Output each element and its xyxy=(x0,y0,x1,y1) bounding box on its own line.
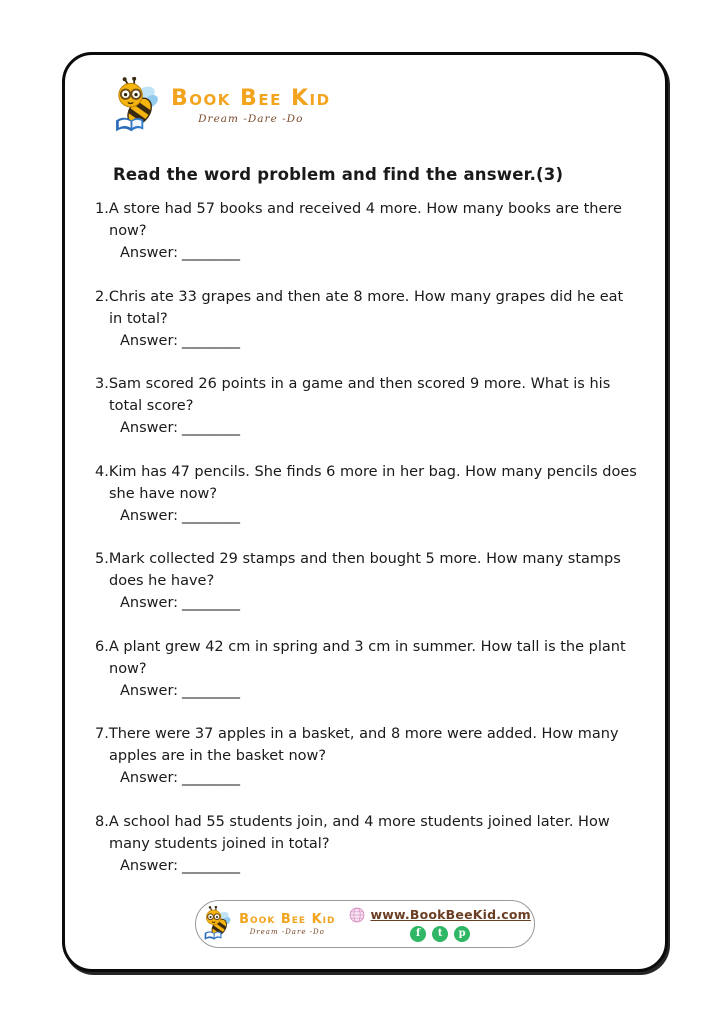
answer-label: Answer: xyxy=(120,770,179,786)
problem-text-line1: 7.There were 37 apples in a basket, and 8 more were added. How many xyxy=(95,726,619,742)
answer-blank: ________ xyxy=(182,420,241,436)
answer-label: Answer: xyxy=(120,420,179,436)
problem-item xyxy=(95,811,665,877)
problem-text-line2: many students joined in total? xyxy=(109,835,330,852)
problem-text-line2: total score? xyxy=(109,398,194,414)
answer-row xyxy=(120,767,665,789)
social-icons xyxy=(410,926,470,942)
problem-item xyxy=(95,461,665,527)
answer-blank: ________ xyxy=(182,332,241,349)
problem-text-line1: 6.A plant grew 42 cm in spring and 3 cm in summer. How tall is the plant xyxy=(95,638,626,655)
brand-name: Book Bee Kid xyxy=(171,86,331,111)
globe-www-icon xyxy=(349,907,365,923)
answer-row xyxy=(120,592,665,614)
problem-item xyxy=(95,723,665,789)
problem-text-line1: 2.Chris ate 33 grapes and then ate 8 more. How many grapes did he eat xyxy=(95,288,624,305)
problem-text-line1: 5.Mark collected 29 stamps and then bought 5 more. How many stamps xyxy=(95,551,621,567)
problem-text-line2: does he have? xyxy=(109,573,215,589)
answer-label: Answer: xyxy=(120,857,179,874)
problem-item xyxy=(95,286,665,352)
footer-card xyxy=(195,900,535,948)
website-link[interactable]: www.BookBeeKid.com xyxy=(370,907,531,922)
problem-text-line2: in total? xyxy=(109,310,168,327)
answer-row xyxy=(120,242,665,264)
answer-blank: ________ xyxy=(182,857,241,874)
answer-row xyxy=(120,330,665,352)
answer-row xyxy=(120,680,665,702)
problem-text-line1: 1.A store had 57 books and received 4 more. How many books are there xyxy=(95,201,622,217)
problem-text-line2: she have now? xyxy=(109,485,218,502)
answer-row xyxy=(120,417,665,439)
problem-text-line1: 3.Sam scored 26 points in a game and then scored 9 more. What is his xyxy=(95,376,611,392)
answer-blank: ________ xyxy=(182,682,241,699)
problem-text-line1: 4.Kim has 47 pencils. She finds 6 more in her bag. How many pencils does xyxy=(95,463,637,480)
answer-row xyxy=(120,505,665,527)
bee-book-icon xyxy=(107,77,165,135)
problem-item xyxy=(95,198,665,264)
problem-item xyxy=(95,373,665,439)
footer-brand-name: Book Bee Kid xyxy=(239,911,336,927)
answer-label: Answer: xyxy=(120,595,179,611)
footer-brand-logo xyxy=(199,906,335,942)
brand-tagline: Dream -Dare -Do xyxy=(198,113,304,125)
facebook-icon: f xyxy=(410,926,426,942)
answer-row xyxy=(120,855,665,877)
problem-item xyxy=(95,636,665,702)
answer-label: Answer: xyxy=(120,332,179,349)
problem-text-line1: 8.A school had 55 students join, and 4 more students joined later. How xyxy=(95,813,610,830)
problem-text-line2: now? xyxy=(109,660,147,677)
footer-brand-tagline: Dream -Dare -Do xyxy=(249,927,325,936)
brand-logo xyxy=(107,77,665,135)
answer-blank: ________ xyxy=(182,507,241,524)
answer-blank: ________ xyxy=(182,595,241,611)
pinterest-icon: p xyxy=(454,926,470,942)
problem-text-line2: now? xyxy=(109,223,147,239)
answer-blank: ________ xyxy=(182,770,241,786)
worksheet-page xyxy=(62,52,668,972)
problem-text-line2: apples are in the basket now? xyxy=(109,748,327,764)
problem-list xyxy=(95,198,665,877)
twitter-icon: t xyxy=(432,926,448,942)
answer-label: Answer: xyxy=(120,682,179,699)
worksheet-title: Read the word problem and find the answer.(3) xyxy=(113,165,564,184)
problem-item xyxy=(95,548,665,614)
bee-book-icon xyxy=(199,906,235,942)
answer-blank: ________ xyxy=(182,245,241,261)
answer-label: Answer: xyxy=(120,245,179,261)
answer-label: Answer: xyxy=(120,507,179,524)
